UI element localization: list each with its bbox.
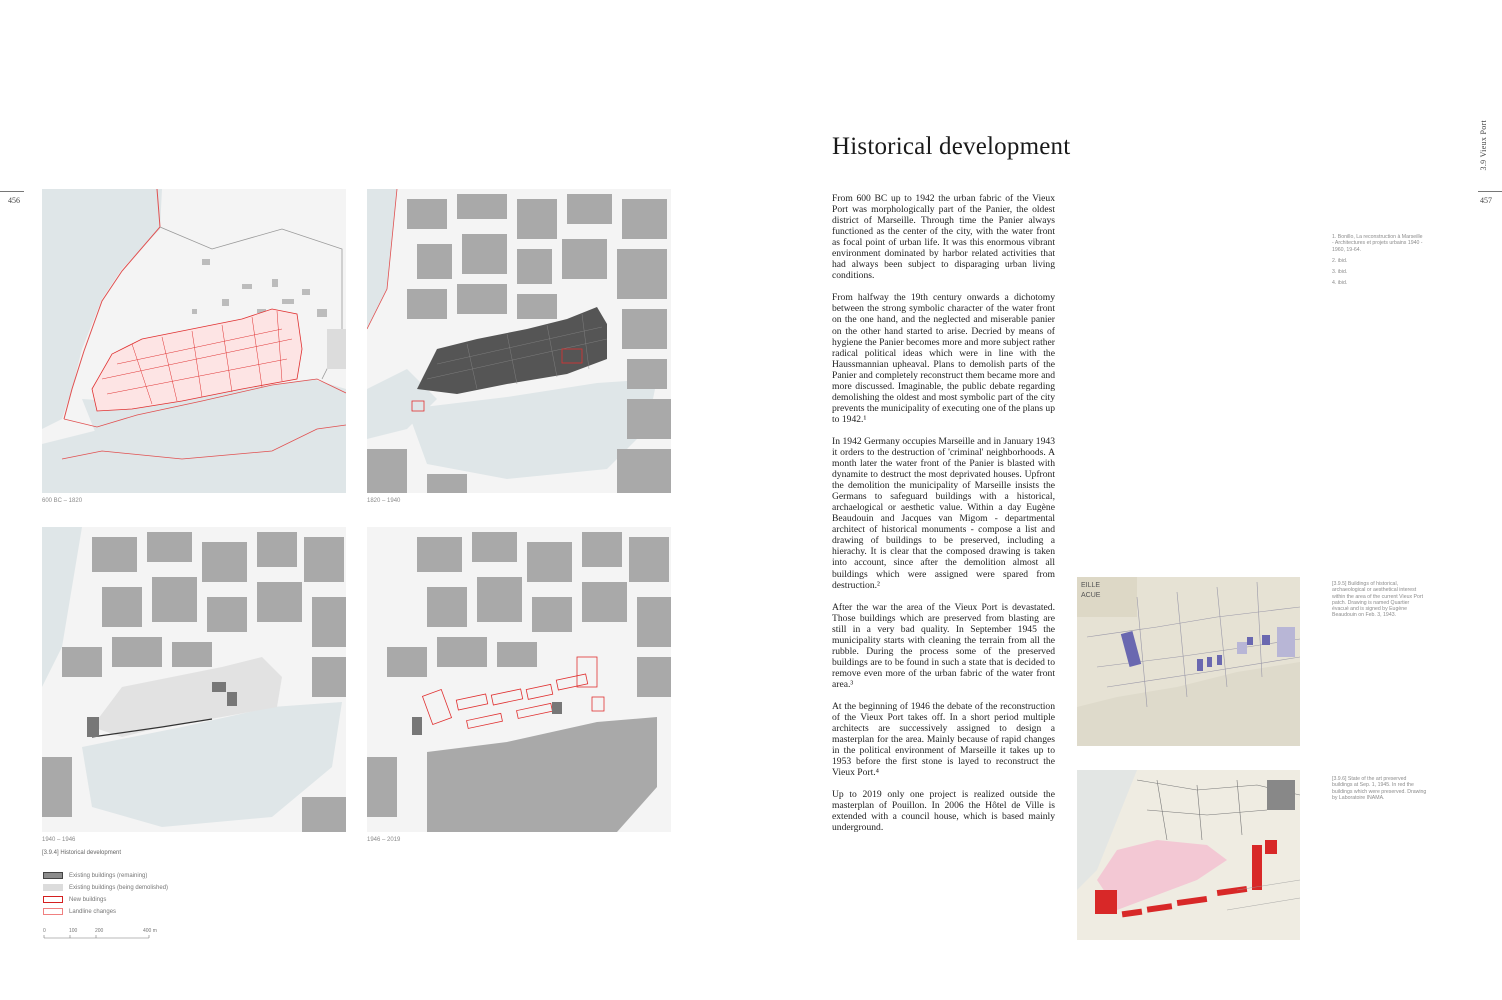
paragraph: From 600 BC up to 1942 the urban fabric of the Vieux Port was morphologically part of the Panier, the oldest district of Marseille. Through time the Panier always functioned as the center of the city, with the water front as focal point of urban life. It was this enormous vibrant environment dominated by harbor related activities that had always been subject to disparaging urban living conditions. <box>832 193 1055 282</box>
footnote: 1. Bonillo, La reconstruction à Marseille - Architectures et projets urbains 1940 - 1960, 19-64. <box>1332 234 1423 253</box>
map-600bc-1820 <box>42 189 346 493</box>
scale-label: 0 <box>43 928 46 934</box>
svg-text:EILLE: EILLE <box>1081 582 1101 589</box>
scale-label: 400 m <box>143 928 157 934</box>
legend-swatch-remaining <box>43 872 63 879</box>
map-1940-1946 <box>42 527 346 832</box>
left-page-rule <box>0 191 24 192</box>
section-label: 3.9 Vieux Port <box>1479 120 1488 171</box>
footnotes <box>1332 234 1424 292</box>
scale-bar <box>43 928 173 942</box>
map-legend <box>43 870 243 918</box>
archive-drawing-1945-graphic <box>1077 770 1300 940</box>
legend-label: New buildings <box>69 896 107 903</box>
scale-label: 100 <box>69 928 78 934</box>
legend-item <box>43 882 243 893</box>
paragraph: At the beginning of 1946 the debate of the reconstruction of the Vieux Port takes off. In a short period multiple architects are successively assigned to design a masterplan for the area. Mainly because of rapid changes in the political environment of Marseille it takes up to 1953 before the first stone is layed to reconstruct the Vieux Port.⁴ <box>832 700 1055 779</box>
paragraph: From halfway the 19th century onwards a dichotomy between the strong symbolic character of the water front on the one hand, and the neglected and miserable panier on the other hand started to arise. Decried by means of hygiene the Panier becomes more and more subject rather radical political ideas which were in line with the Haussmannian upheaval. Plans to demolish parts of the Panier and completely reconstruct them became more and more discussed. Imaginable, the public debate regarding demolishing the oldest and most symbolic part of the city prevents the municipality of executing one of the plans up to 1942.¹ <box>832 292 1055 425</box>
footnote: 2. ibid. <box>1332 257 1348 264</box>
right-page-rule <box>1478 191 1502 192</box>
map-caption-4: 1946 – 2019 <box>367 837 401 843</box>
map-1946-2019 <box>367 527 671 832</box>
legend-item <box>43 870 243 881</box>
map-600bc-1820-drawing <box>42 189 346 493</box>
legend-item <box>43 906 243 917</box>
scale-bar-graphic <box>43 928 173 942</box>
page-title: Historical development <box>832 133 1071 160</box>
map-1820-1940-drawing <box>367 189 671 493</box>
body-text <box>832 193 1055 844</box>
archive-drawing-1943 <box>1077 577 1300 746</box>
paragraph: After the war the area of the Vieux Port is devastated. Those buildings which are preserved from blasting are still in a very bad quality. In September 1945 the municipality starts with cleaning the terrain from all the rubble. During the process some of the preserved buildings are to be found in such a state that is decided to remove even more of the urban fabric of the water front area.³ <box>832 601 1055 690</box>
map-caption-2: 1820 – 1940 <box>367 498 401 504</box>
map-caption-1: 600 BC – 1820 <box>42 498 83 504</box>
legend-label: Existing buildings (remaining) <box>69 872 148 879</box>
legend-label: Landline changes <box>69 908 117 915</box>
legend-swatch-demolished <box>43 884 63 891</box>
map-caption-3: 1940 – 1946 <box>42 837 76 843</box>
footnote: 3. ibid. <box>1332 269 1348 276</box>
map-1820-1940 <box>367 189 671 493</box>
footnote: 4. ibid. <box>1332 280 1348 287</box>
scale-label: 200 <box>95 928 104 934</box>
figure-caption: [3.9.4] Historical development <box>42 850 122 856</box>
legend-label: Existing buildings (being demolished) <box>69 884 169 891</box>
svg-text:ACUE: ACUE <box>1081 592 1101 599</box>
legend-swatch-new <box>43 896 63 903</box>
paragraph: Up to 2019 only one project is realized outside the masterplan of Pouillon. In 2006 the Hôtel de Ville is extended with a council house, which is based mainly underground. <box>832 789 1055 834</box>
paragraph: In 1942 Germany occupies Marseille and in January 1943 it orders to the destruction of 'criminal' neighborhoods. A month later the water front of the Panier is blasted with dynamite to destruct the most deprivated houses. Upfront the demolition the municipality of Marseille insists the Germans to safeguard buildings with a historical, archaelogical or aesthetic value. Within a day Eugène Beaudouin and Jacques van Migom - departmental architect of historical monuments - compose a list and drawing of buildings to be preserved, including a hierachy. It is clear that the composed drawing is taken into account, since after the demolition almost all buildings which were assigned were spared from destruction.² <box>832 435 1055 591</box>
archive-caption-2: [3.9.6] State of the art preserved buildings at Sep. 1, 1945. In red the buildings which were preserved. Drawing by Laboratoire INAMA. <box>1332 776 1427 801</box>
legend-swatch-landline <box>43 908 63 915</box>
legend-item <box>43 894 243 905</box>
left-page-number: 456 <box>8 196 20 205</box>
map-1940-1946-drawing <box>42 527 346 832</box>
map-1946-2019-drawing <box>367 527 671 832</box>
right-page-number: 457 <box>1480 196 1492 205</box>
archive-drawing-1945 <box>1077 770 1300 940</box>
archive-caption-1: [3.9.5] Buildings of historical, archaeological or aesthetical interest within the area of the current Vieux Port patch. Drawing is named Quartier évacué and is signed by Eugène Beaudouin on Feb. 3, 1943. <box>1332 581 1424 619</box>
archive-drawing-1943-graphic <box>1077 577 1300 746</box>
